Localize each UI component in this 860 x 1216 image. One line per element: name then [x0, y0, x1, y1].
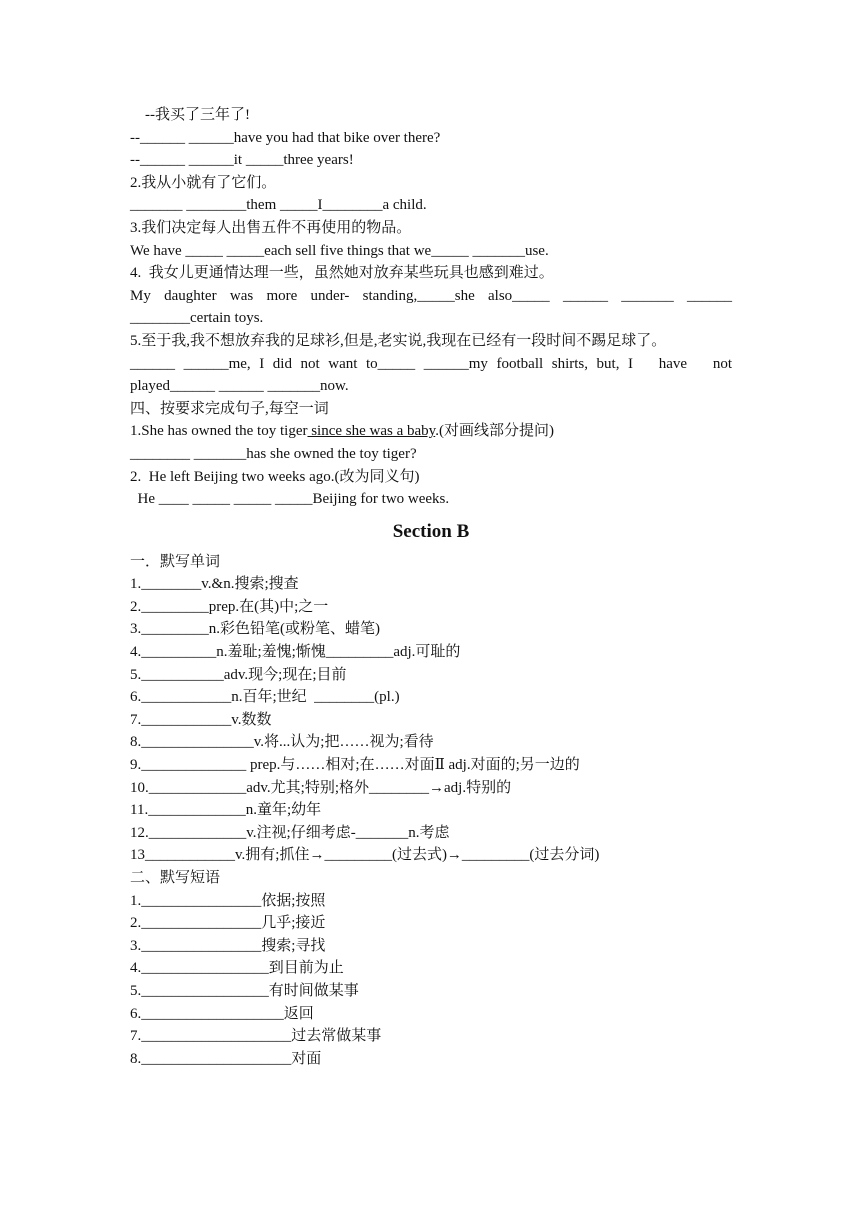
item-3-chinese: 3.我们决定每人出售五件不再使用的物品。	[130, 219, 412, 236]
question-1-underlined: since she was a baby	[307, 423, 436, 440]
words-heading: 一．默写单词	[130, 553, 221, 570]
question-1-prefix: 1.She has owned the toy tiger	[130, 423, 308, 440]
item-4-english-line2: ________certain toys.	[130, 310, 264, 327]
dialogue-answer: --______ ______it _____three years!	[130, 152, 354, 169]
word-item: 9.______________ prep.与……相对;在……对面Ⅱ adj.对面的;另一边的	[130, 757, 580, 774]
item-5-chinese: 5.至于我,我不想放弃我的足球衫,但是,老实说,我现在已经有一段时间不踢足球了。	[130, 332, 667, 349]
section-b-title: Section B	[392, 520, 470, 542]
word-list	[130, 573, 732, 867]
item-5-english-line2: played______ ______ _______now.	[130, 378, 349, 395]
dialogue-line: --我买了三年了!	[130, 107, 250, 123]
phrase-item: 7.____________________过去常做某事	[130, 1028, 382, 1045]
word-item: 3._________n.彩色铅笔(或粉笔、蜡笔)	[130, 621, 380, 638]
word-item: 12._____________v.注视;仔细考虑-_______n.考虑	[130, 824, 450, 841]
phrases-heading: 二、默写短语	[130, 870, 221, 886]
phrase-item: 2.________________几乎;接近	[130, 915, 326, 932]
phrase-item: 3.________________搜索;寻找	[130, 937, 326, 954]
word-item: 13____________v.拥有;抓住→_________(过去式)→_________(过去分词)	[130, 847, 600, 864]
item-4-english-line1: My daughter was more under- standing,_____she also_____ ______ _______ ______	[130, 287, 732, 304]
part-4-answer-1: ________ _______has she owned the toy tiger?	[130, 445, 417, 462]
phrase-item: 1.________________依据;按照	[130, 892, 326, 909]
part-4-heading: 四、按要求完成句子,每空一词	[130, 400, 329, 417]
phrase-item: 6.___________________返回	[130, 1005, 314, 1022]
dialogue-question: --______ ______have you had that bike over there?	[130, 129, 441, 146]
word-item: 4.__________n.羞耻;羞愧;惭愧_________adj.可耻的	[130, 644, 461, 661]
phrase-item: 4._________________到目前为止	[130, 960, 344, 977]
word-item: 10._____________adv.尤其;特别;格外________→adj.特别的	[130, 779, 512, 796]
item-4-chinese: 4. 我女儿更通情达理一些，虽然她对放弃某些玩具也感到难过。	[130, 265, 554, 282]
question-1-suffix: .(对画线部分提问)	[435, 423, 554, 440]
document-content	[130, 104, 732, 1070]
word-item: 2._________prep.在(其)中;之一	[130, 598, 329, 615]
item-2-chinese: 2.我从小就有了它们。	[130, 174, 277, 191]
phrase-list	[130, 890, 732, 1071]
word-item: 8._______________v.将...认为;把……视为;看待	[130, 734, 434, 751]
part-4-question-2: 2. He left Beijing two weeks ago.(改为同义句)	[130, 468, 420, 485]
word-item: 7.____________v.数数	[130, 711, 272, 728]
part-4-answer-2: He ____ _____ _____ _____Beijing for two weeks.	[130, 491, 450, 508]
part-4-question-1	[130, 420, 732, 443]
phrase-item: 5._________________有时间做某事	[130, 982, 359, 999]
word-item: 6.____________n.百年;世纪 ________(pl.)	[130, 689, 400, 706]
word-item: 11._____________n.童年;幼年	[130, 802, 322, 819]
word-item: 5.___________adv.现今;现在;目前	[130, 666, 347, 683]
item-2-english: _______ ________them _____I________a child.	[130, 197, 427, 214]
word-item: 1.________v.&n.搜索;搜查	[130, 576, 299, 593]
item-3-english: We have _____ _____each sell five things that we_____ _______use.	[130, 242, 549, 259]
item-5-english-line1: ______ ______me, I did not want to_____ ______my football shirts, but, I have not	[130, 355, 732, 372]
phrase-item: 8.____________________对面	[130, 1050, 322, 1067]
